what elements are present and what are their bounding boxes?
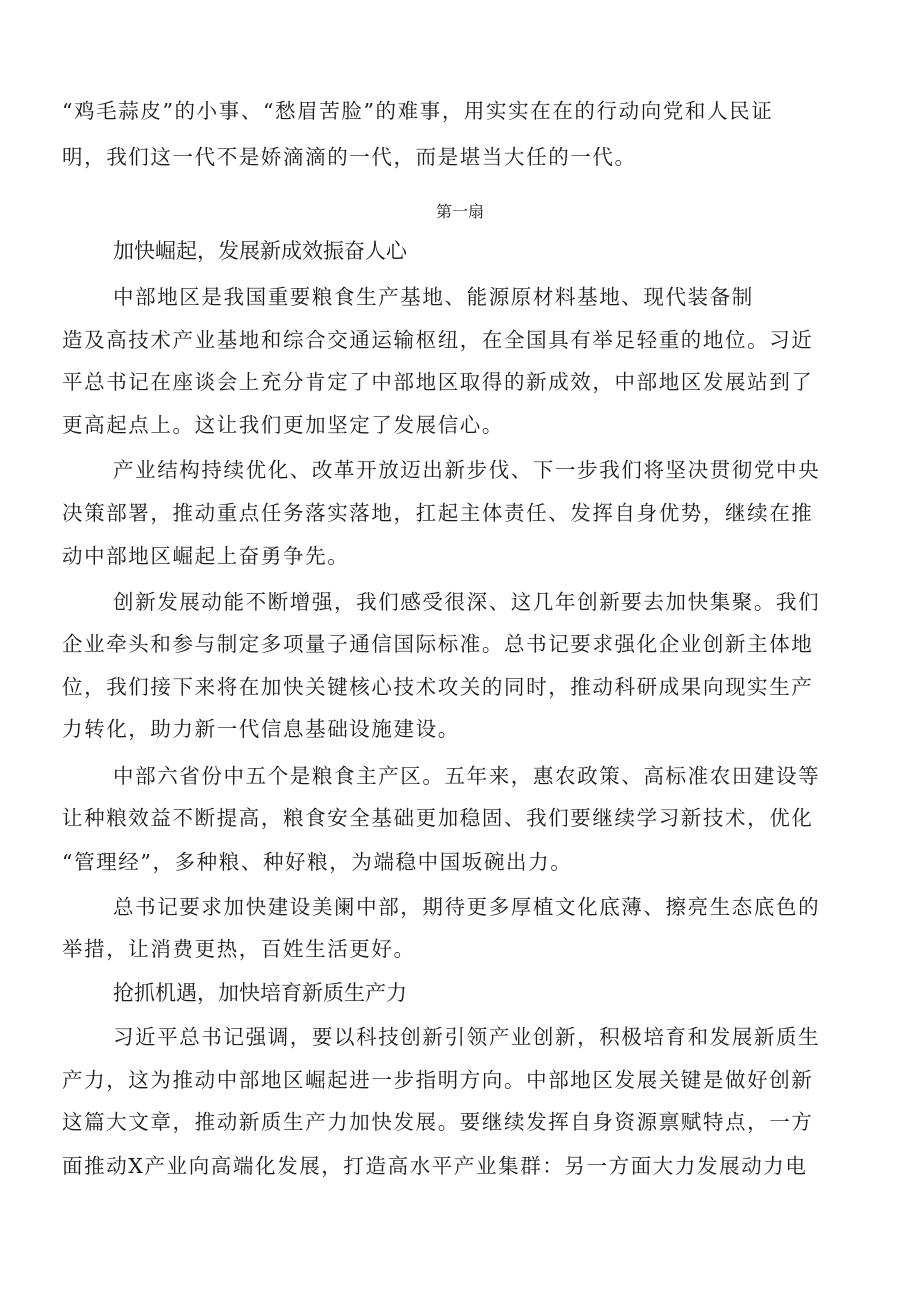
- paragraph-4-line-2: 让种粮效益不断提高，粮食安全基础更加稳固、我们要继续学习新技术，优化: [62, 806, 814, 830]
- paragraph-3-line-1: 创新发展动能不断增强，我们感受很深、这几年创新要去加快集聚。我们: [113, 590, 821, 614]
- paragraph-1-line-3: 平总书记在座谈会上充分肯定了中部地区取得的新成效，中部地区发展站到了: [62, 370, 814, 394]
- paragraph-3-line-3: 位，我们接下来将在加快关键核心技术攻关的同时，推动科研成果向现实生产: [62, 675, 814, 699]
- paragraph-6-line-3: 这篇大文章，推动新质生产力加快发展。要继续发挥自身资源禀赋特点，一方: [62, 1110, 814, 1134]
- intro-line-1: “鸡毛蒜皮”的小事、“愁眉苦脸”的难事，用实实在在的行动向党和人民证: [62, 99, 774, 123]
- paragraph-5-line-1: 总书记要求加快建设美阑中部，期待更多厚植文化底薄、擦亮生态底色的: [113, 895, 821, 919]
- paragraph-3-line-2: 企业牵头和参与制定多项量子通信国际标准。总书记要求强化企业创新主体地: [62, 632, 814, 656]
- section-label: 第一扇: [435, 202, 484, 221]
- paragraph-2-line-2: 决策部署，推动重点任务落实落地，扛起主体责任、发挥自身优势，继续在推: [62, 501, 814, 525]
- paragraph-2-line-1: 产业结构持续优化、改革开放迈出新步伐、下一步我们将坚决贯彻党中央: [113, 458, 821, 482]
- paragraph-4-line-3: “管理经”，多种粮、种好粮，为端稳中国坂碗出力。: [62, 850, 573, 874]
- paragraph-1-line-1: 中部地区是我国重要粮食生产基地、能源原材料基地、现代装备制: [113, 285, 754, 309]
- section-heading-1: 加快崛起，发展新成效振奋人心: [113, 239, 407, 263]
- paragraph-6-line-1: 习近平总书记强调，要以科技创新引领产业创新，积极培育和发展新质生: [113, 1025, 821, 1049]
- intro-line-2: 明，我们这一代不是娇滴滴的一代，而是堪当大任的一代。: [62, 145, 637, 169]
- section-heading-2: 抢抓机遇，加快培育新质生产力: [113, 981, 407, 1005]
- paragraph-3-line-4: 力转化，助力新一代信息基础设施建设。: [62, 717, 460, 741]
- paragraph-6-line-4: 面推动X产业向高端化发展，打造高水平产业集群：另一方面大力发展动力电: [62, 1154, 808, 1178]
- paragraph-5-line-2: 举措，让消费更热，百姓生活更好。: [62, 937, 416, 961]
- paragraph-2-line-3: 动中部地区崛起上奋勇争先。: [62, 544, 350, 568]
- paragraph-1-line-4: 更高起点上。这让我们更加坚定了发展信心。: [62, 413, 504, 437]
- paragraph-1-line-2: 造及高技术产业基地和综合交通运输枢纽，在全国具有举足轻重的地位。习近: [62, 328, 814, 352]
- paragraph-4-line-1: 中部六省份中五个是粮食主产区。五年来，惠农政策、高标准农田建设等: [113, 764, 821, 788]
- paragraph-6-line-2: 产力，这为推动中部地区崛起进一步指明方向。中部地区发展关键是做好创新: [62, 1068, 814, 1092]
